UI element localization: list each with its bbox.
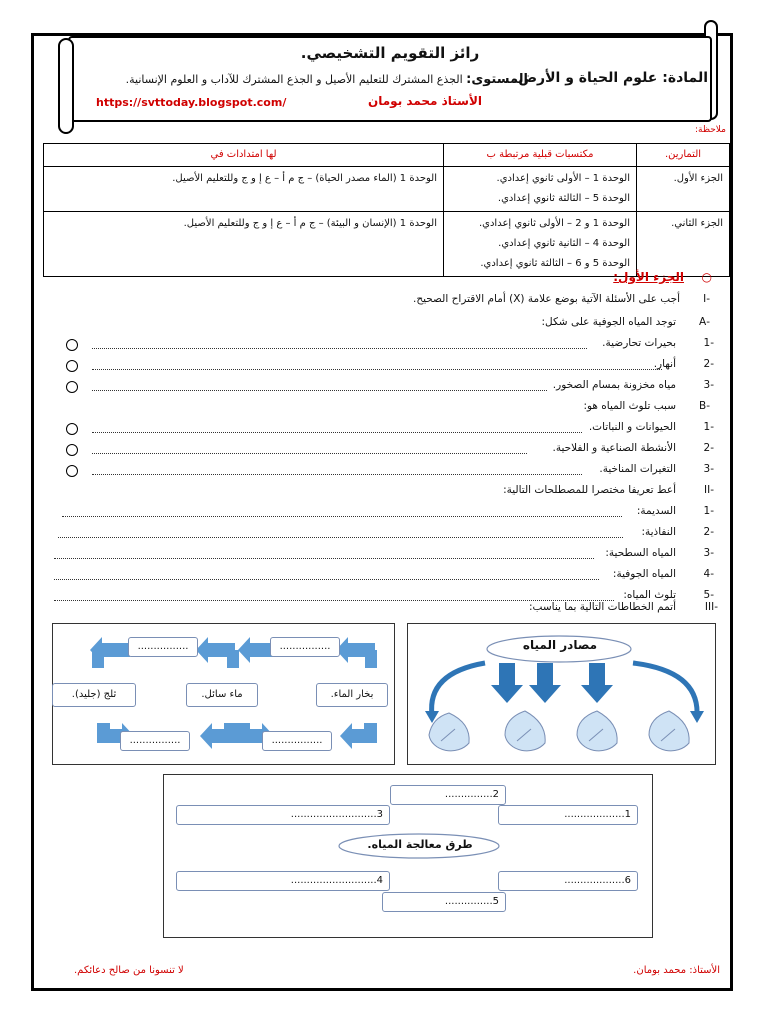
item-number: -1	[703, 505, 714, 517]
dotted-line[interactable]	[54, 558, 594, 559]
footer-prayer: لا تنسونا من صالح دعائكم.	[74, 965, 184, 976]
cycle-state-vapor: بخار الماء.	[316, 683, 388, 707]
question-number: -B	[698, 400, 710, 412]
choice-text: مياه مخزونة بمسام الصخور.	[552, 379, 676, 391]
cycle-blank[interactable]: ................	[262, 731, 332, 751]
sources-title: مصادر المياه	[522, 638, 598, 652]
prior-line: الوحدة 5 و 6 – الثالثة ثانوي إعدادي.	[480, 258, 630, 269]
dotted-line	[92, 390, 547, 391]
blog-url[interactable]: https://svttoday.blogspot.com/	[96, 96, 287, 109]
item-number: -3	[703, 379, 714, 391]
answer-circle[interactable]	[66, 423, 78, 435]
table-row	[44, 167, 730, 212]
question-number: -III	[704, 601, 718, 613]
part1-bullet: ○	[701, 270, 712, 284]
treatment-blank-4[interactable]: 4...........................	[176, 871, 390, 891]
item-number: -2	[703, 442, 714, 454]
cycle-blank[interactable]: ................	[128, 637, 198, 657]
treatment-blank-6[interactable]: 6...................	[498, 871, 638, 891]
item-number: -1	[703, 337, 714, 349]
subject-label: المادة:	[662, 70, 708, 86]
question-text: أتمم الخطاطات التالية بما يناسب:	[528, 601, 676, 613]
treatment-number: 2.	[489, 789, 499, 800]
treatment-number: 1.	[621, 809, 631, 820]
prior-line: الوحدة 4 – الثانية ثانوي إعدادي.	[498, 238, 630, 249]
choice-text: الأنشطة الصناعية و الفلاحية.	[552, 442, 676, 454]
question-number: -I	[703, 293, 710, 305]
table-header-row	[44, 144, 730, 167]
dotted-line[interactable]	[58, 537, 623, 538]
choice-text: التغيرات المناخية.	[599, 463, 676, 475]
question-text: سبب تلوث المياه هو:	[583, 400, 676, 412]
footer-teacher: الأستاذ: محمد بومان.	[633, 965, 720, 976]
prior-line: الوحدة 1 – الأولى ثانوي إعدادي.	[496, 173, 630, 184]
item-number: -2	[703, 358, 714, 370]
part1-title: الجزء الأول:	[613, 270, 684, 284]
item-number: -3	[703, 463, 714, 475]
dotted-line	[92, 432, 582, 433]
item-number: -3	[703, 547, 714, 559]
question-number: -II	[704, 484, 714, 496]
table-cell-ext: الوحدة 1 (الإنسان و البيئة) – ج م أ – ع إ و ج وللتعليم الأصيل.	[44, 212, 444, 277]
subject-line	[513, 70, 708, 86]
answer-circle[interactable]	[66, 360, 78, 372]
question-text: توجد المياه الجوفية على شكل:	[541, 316, 676, 328]
treatment-blank-5[interactable]: 5...............	[382, 892, 506, 912]
table-cell-prior	[444, 167, 637, 212]
item-number: -4	[703, 568, 714, 580]
term-label: المياه السطحية:	[605, 547, 676, 559]
treatment-number: 6.	[621, 875, 631, 886]
question-text: أجب على الأسئلة الآتية بوضع علامة (X) أمام الاقتراح الصحيح.	[413, 293, 680, 305]
cycle-state-liquid: ماء سائل.	[186, 683, 258, 707]
cycle-blank[interactable]: ................	[120, 731, 190, 751]
choice-text: الحيوانات و النباتات.	[588, 421, 676, 433]
treatment-blank-3[interactable]: 3...........................	[176, 805, 390, 825]
dotted-line	[92, 348, 587, 349]
answer-circle[interactable]	[66, 444, 78, 456]
answer-circle[interactable]	[66, 465, 78, 477]
term-label: النفاذية:	[641, 526, 676, 538]
dotted-line	[92, 474, 582, 475]
dotted-line[interactable]	[54, 579, 599, 580]
cycle-state-ice: ثلج (جليد).	[52, 683, 136, 707]
table-cell-part: الجزء الأول.	[637, 167, 730, 212]
choice-text: أنهار.	[653, 358, 676, 370]
choice-text: بحيرات تحارضية.	[602, 337, 676, 349]
item-number: -5	[703, 589, 714, 601]
answer-circle[interactable]	[66, 381, 78, 393]
teacher-name: الأستاذ محمد بومان	[368, 94, 483, 108]
answer-circle[interactable]	[66, 339, 78, 351]
treatment-number: 5.	[489, 896, 499, 907]
table-header: التمارين.	[637, 144, 730, 167]
subject-value: علوم الحياة و الأرض.	[512, 70, 658, 86]
treatment-title: طرق معالجة المياه.	[367, 838, 473, 851]
scroll-roll-left	[58, 38, 74, 134]
info-table	[43, 143, 730, 277]
level-value: الجذع المشترك للتعليم الأصيل و الجذع المشترك للآداب و العلوم الإنسانية.	[125, 73, 463, 86]
question-text: أعط تعريفا مختصرا للمصطلحات التالية:	[503, 484, 676, 496]
note-label: ملاحظة:	[695, 125, 726, 135]
question-number: -A	[699, 316, 710, 328]
table-cell-ext: الوحدة 1 (الماء مصدر الحياة) – ج م أ – ع إ و ج وللتعليم الأصيل.	[44, 167, 444, 212]
page-title: رائز التقويم التشخيصي.	[300, 44, 480, 62]
term-label: المياه الجوفية:	[612, 568, 676, 580]
table-header: لها امتدادات في	[44, 144, 444, 167]
item-number: -1	[703, 421, 714, 433]
item-number: -2	[703, 526, 714, 538]
dotted-line[interactable]	[62, 516, 622, 517]
dotted-line	[92, 453, 527, 454]
cycle-blank[interactable]: ................	[270, 637, 340, 657]
dotted-line	[92, 369, 662, 370]
term-label: تلوث المياه:	[623, 589, 676, 601]
prior-line: الوحدة 1 و 2 – الأولى ثانوي إعدادي.	[478, 218, 630, 229]
treatment-number: 4.	[373, 875, 383, 886]
table-cell-prior	[444, 212, 637, 277]
treatment-blank-1[interactable]: 1...................	[498, 805, 638, 825]
table-header: مكتسبات قبلية مرتبطة ب	[444, 144, 637, 167]
prior-line: الوحدة 5 – الثالثة ثانوي إعدادي.	[497, 193, 630, 204]
treatment-blank-2[interactable]: 2...............	[390, 785, 506, 805]
treatment-number: 3.	[373, 809, 383, 820]
level-line	[126, 72, 528, 87]
table-row	[44, 212, 730, 277]
term-label: السديمة:	[636, 505, 676, 517]
level-label: المستوى:	[466, 72, 528, 87]
table-cell-part: الجزء الثاني.	[637, 212, 730, 277]
